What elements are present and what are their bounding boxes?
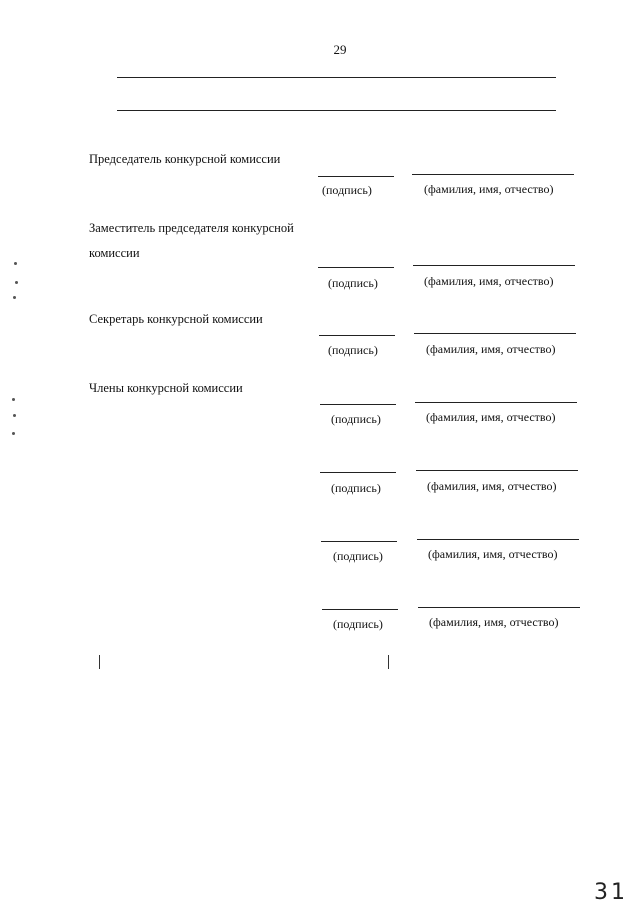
- scan-speck: [13, 296, 16, 299]
- chairman-name-caption: (фамилия, имя, отчество): [424, 182, 554, 196]
- deputy-name-caption: (фамилия, имя, отчество): [424, 274, 554, 288]
- member-1-signature-line: [320, 404, 396, 405]
- member-3-signature-caption: (подпись): [333, 549, 383, 563]
- chairman-signature-line: [318, 176, 394, 177]
- deputy-label-line2: комиссии: [89, 246, 140, 260]
- chairman-signature-caption: (подпись): [322, 183, 372, 197]
- scan-speck: [12, 432, 15, 435]
- member-3-signature-line: [321, 541, 397, 542]
- member-2-name-caption: (фамилия, имя, отчество): [427, 479, 557, 493]
- chairman-label: Председатель конкурсной комиссии: [89, 152, 281, 166]
- scan-speck: [14, 262, 17, 265]
- chairman-name-line: [412, 174, 574, 175]
- scan-speck: [15, 281, 18, 284]
- secretary-name-line: [414, 333, 576, 334]
- page-number: 29: [333, 42, 347, 57]
- margin-tick-left: [99, 655, 100, 669]
- scan-speck: [12, 398, 15, 401]
- handwritten-sheet-number: 31: [594, 880, 628, 905]
- deputy-name-line: [413, 265, 575, 266]
- members-label: Члены конкурсной комиссии: [89, 381, 243, 395]
- member-2-signature-caption: (подпись): [331, 481, 381, 495]
- member-4-signature-line: [322, 609, 398, 610]
- deputy-signature-caption: (подпись): [328, 276, 378, 290]
- scan-speck: [13, 414, 16, 417]
- member-2-signature-line: [320, 472, 396, 473]
- header-rule-2: [117, 110, 556, 111]
- member-1-name-line: [415, 402, 577, 403]
- secretary-label: Секретарь конкурсной комиссии: [89, 312, 263, 326]
- member-4-name-caption: (фамилия, имя, отчество): [429, 615, 559, 629]
- member-3-name-line: [417, 539, 579, 540]
- secretary-signature-line: [319, 335, 395, 336]
- member-1-name-caption: (фамилия, имя, отчество): [426, 410, 556, 424]
- member-1-signature-caption: (подпись): [331, 412, 381, 426]
- deputy-signature-line: [318, 267, 394, 268]
- deputy-label-line1: Заместитель председателя конкурсной: [89, 221, 294, 235]
- header-rule-1: [117, 77, 556, 78]
- member-4-signature-caption: (подпись): [333, 617, 383, 631]
- member-3-name-caption: (фамилия, имя, отчество): [428, 547, 558, 561]
- member-4-name-line: [418, 607, 580, 608]
- member-2-name-line: [416, 470, 578, 471]
- secretary-signature-caption: (подпись): [328, 343, 378, 357]
- margin-tick-right: [388, 655, 389, 669]
- secretary-name-caption: (фамилия, имя, отчество): [426, 342, 556, 356]
